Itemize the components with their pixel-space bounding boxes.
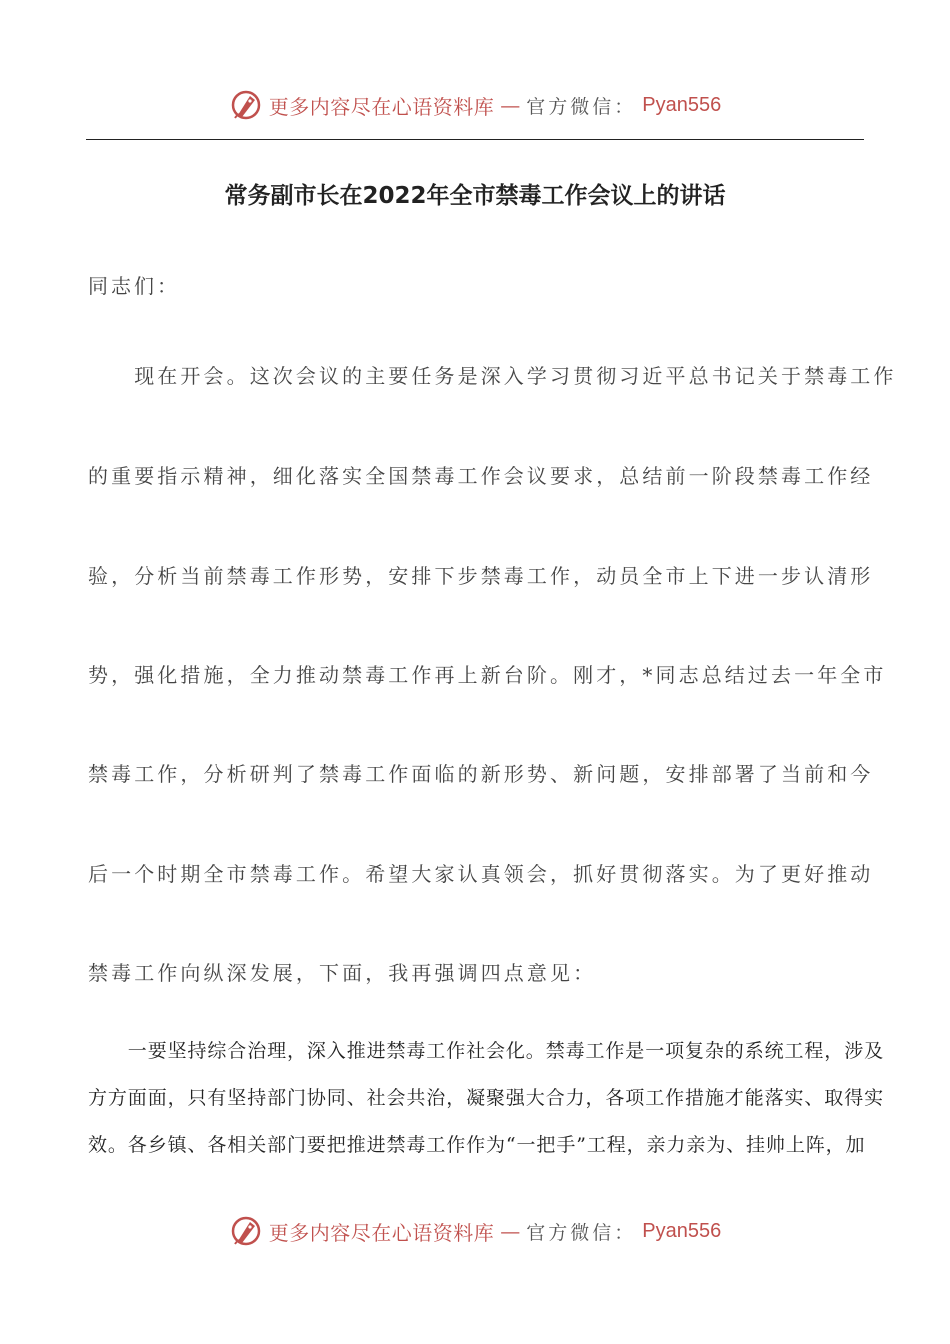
brand-dash: — [500,1219,521,1243]
point-one-line: 一要坚持综合治理，深入推进禁毒工作社会化。禁毒工作是一项复杂的系统工程，涉及 [88,1040,885,1062]
point-one-line: 效。各乡镇、各相关部门要把推进禁毒工作作为“一把手”工程，亲力亲为、挂帅上阵，加 [88,1134,866,1156]
header-brand [0,82,950,128]
opening-line: 验，分析当前禁毒工作形势，安排下步禁毒工作，动员全市上下进一步认清形 [88,564,874,588]
opening-line: 禁毒工作向纵深发展，下面，我再强调四点意见： [88,961,597,985]
wechat-id: Pyan556 [642,93,722,116]
pen-nib-logo-icon [229,88,263,122]
wechat-id: Pyan556 [642,1219,722,1242]
brand-text: 更多内容尽在心语资料库 [268,1220,495,1245]
wechat-label: 官方微信： [526,1221,637,1244]
opening-line: 禁毒工作，分析研判了禁毒工作面临的新形势、新问题，安排部署了当前和今 [88,762,874,786]
opening-line: 势，强化措施，全力推动禁毒工作再上新台阶。刚才，*同志总结过去一年全市 [88,663,887,687]
opening-line: 后一个时期全市禁毒工作。希望大家认真领会，抓好贯彻落实。为了更好推动 [88,862,874,886]
point-one-line: 方方面面，只有坚持部门协同、社会共治，凝聚强大合力，各项工作措施才能落实、取得实 [88,1087,885,1109]
document-title: 常务副市长在2022年全市禁毒工作会议上的讲话 [224,183,726,209]
salutation: 同志们： [88,274,180,298]
pen-nib-logo-icon [229,1214,263,1248]
opening-line: 现在开会。这次会议的主要任务是深入学习贯彻习近平总书记关于禁毒工作 [88,364,897,388]
footer-brand [0,1208,950,1254]
brand-dash: — [500,93,521,117]
opening-line: 的重要指示精神，细化落实全国禁毒工作会议要求，总结前一阶段禁毒工作经 [88,464,874,488]
header-divider [86,139,864,140]
wechat-label: 官方微信： [526,95,637,118]
brand-text: 更多内容尽在心语资料库 [268,94,495,119]
